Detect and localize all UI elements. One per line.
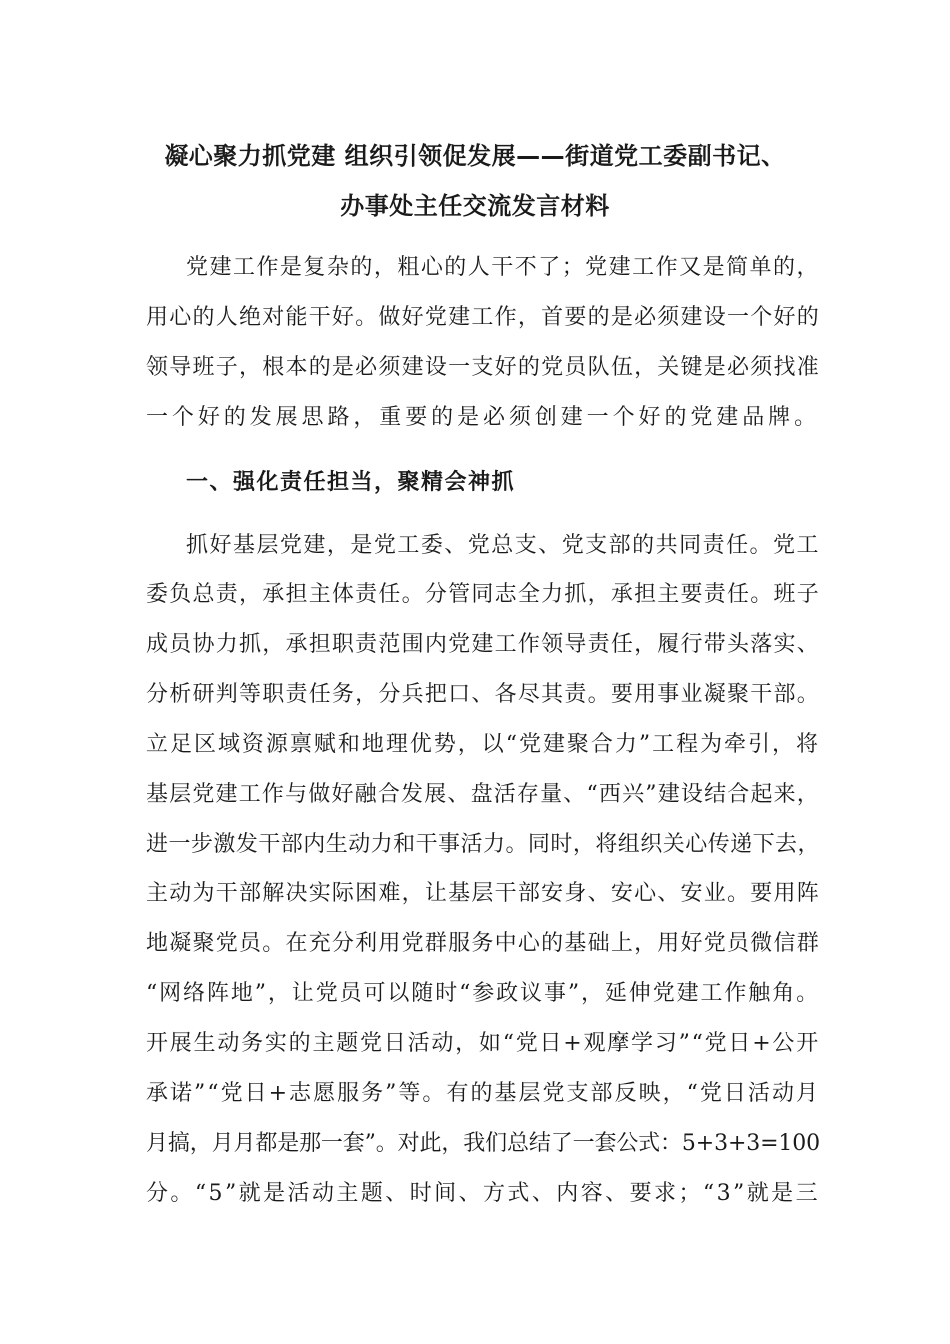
- paragraph-line: 抓好基层党建，是党工委、党总支、党支部的共同责任。党工: [186, 533, 820, 558]
- paragraph-line: 党建工作是复杂的，粗心的人干不了；党建工作又是简单的，: [186, 255, 820, 280]
- paragraph-line: 成员协力抓，承担职责范围内党建工作领导责任，履行带头落实、: [146, 632, 820, 657]
- paragraph-line: 委负总责，承担主体责任。分管同志全力抓，承担主要责任。班子: [146, 582, 820, 607]
- paragraph-line: 进一步激发干部内生动力和干事活力。同时，将组织关心传递下去，: [146, 832, 820, 857]
- section-heading: 一、强化责任担当，聚精会神抓: [186, 470, 516, 495]
- paragraph-line: 一个好的发展思路，重要的是必须创建一个好的党建品牌。: [146, 405, 820, 430]
- paragraph-line: 月搞，月月都是那一套”。对此，我们总结了一套公式：5+3+3=100: [146, 1131, 820, 1156]
- paragraph-line: 分。“5”就是活动主题、时间、方式、内容、要求；“3”就是三: [146, 1181, 820, 1206]
- paragraph-line: 领导班子，根本的是必须建设一支好的党员队伍，关键是必须找准: [146, 355, 820, 380]
- paragraph-line: 基层党建工作与做好融合发展、盘活存量、“西兴”建设结合起来，: [146, 782, 820, 807]
- paragraph-line: 用心的人绝对能干好。做好党建工作，首要的是必须建设一个好的: [146, 305, 820, 330]
- paragraph-line: 承诺”“党日+志愿服务”等。有的基层党支部反映，“党日活动月: [146, 1081, 820, 1106]
- paragraph-line: 主动为干部解决实际困难，让基层干部安身、安心、安业。要用阵: [146, 881, 820, 906]
- document-title-line-2: 办事处主任交流发言材料: [340, 192, 610, 220]
- document-title-line-1: 凝心聚力抓党建 组织引领促发展——街道党工委副书记、: [164, 142, 786, 170]
- paragraph-line: 地凝聚党员。在充分利用党群服务中心的基础上，用好党员微信群: [146, 931, 820, 956]
- paragraph-line: “网络阵地”，让党员可以随时“参政议事”，延伸党建工作触角。: [146, 981, 820, 1006]
- paragraph-line: 开展生动务实的主题党日活动，如“党日+观摩学习”“党日+公开: [146, 1031, 820, 1056]
- paragraph-line: 分析研判等职责任务，分兵把口、各尽其责。要用事业凝聚干部。: [146, 682, 820, 707]
- paragraph-line: 立足区域资源禀赋和地理优势，以“党建聚合力”工程为牵引，将: [146, 732, 820, 757]
